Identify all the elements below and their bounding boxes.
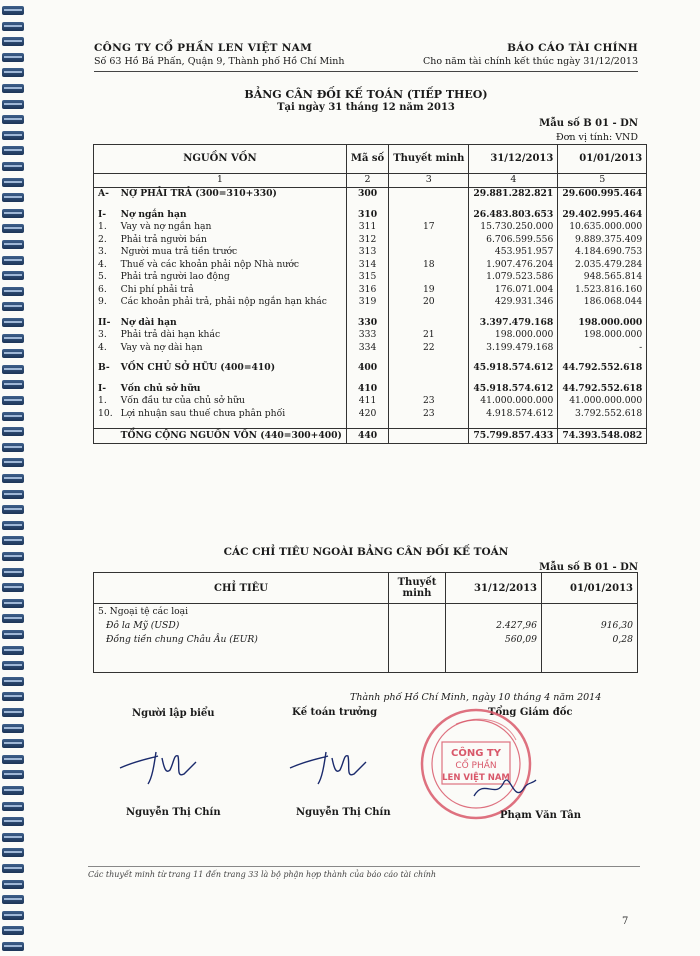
off-usd-label: Đô la Mỹ (USD) [106, 620, 180, 631]
row-value-2012: 198.000.000 [558, 329, 647, 342]
binding-ring [2, 209, 24, 218]
table-row [94, 362, 647, 375]
row-number: 3. [94, 246, 117, 259]
row-value-2012: 29.402.995.464 [558, 209, 647, 222]
binding-ring [2, 84, 24, 93]
binding-ring [2, 786, 24, 795]
off-item-label: 5. Ngoại tệ các loại [98, 606, 189, 617]
row-note: 21 [389, 329, 469, 342]
row-value-2012: 9.889.375.409 [558, 234, 647, 247]
report-period: Cho năm tài chính kết thúc ngày 31/12/2013 [422, 56, 638, 67]
row-number: 10. [94, 408, 117, 421]
binding-ring [2, 692, 24, 701]
page-title: BẢNG CÂN ĐỐI KẾ TOÁN (TIẾP THEO) [244, 88, 488, 101]
row-value-2012: 198.000.000 [558, 317, 647, 330]
off-2012-cell [542, 604, 638, 673]
spacer-row [94, 201, 647, 209]
report-name: BÁO CÁO TÀI CHÍNH [507, 42, 638, 54]
off-col-header-2012: 01/01/2013 [542, 573, 638, 604]
row-code: 410 [346, 383, 388, 396]
binding-ring [2, 412, 24, 421]
off-col-header-2013: 31/12/2013 [446, 573, 542, 604]
binding-ring [2, 240, 24, 249]
offbalance-form-number: Mẫu số B 01 - DN [539, 562, 638, 573]
binding-ring [2, 677, 24, 686]
col-header-code: Mã số [346, 145, 388, 174]
balance-sheet-table [93, 144, 647, 444]
binding-ring [2, 708, 24, 717]
row-value-2012: 3.792.552.618 [558, 408, 647, 421]
preparer-signature [118, 738, 198, 788]
binding-ring [2, 100, 24, 109]
accountant-title: Kế toán trưởng [292, 707, 378, 718]
row-value-2013: 453.951.957 [469, 246, 558, 259]
header-rule [94, 71, 638, 72]
row-label: Vốn chủ sở hữu [117, 383, 347, 396]
row-number: 4. [94, 342, 117, 355]
row-value-2013: 75.799.857.433 [469, 429, 558, 444]
binding-ring [2, 22, 24, 31]
off-eur-2012: 0,28 [612, 634, 633, 645]
off-2013-cell [446, 604, 542, 673]
index-cell: 5 [558, 174, 647, 188]
director-signature [470, 770, 540, 810]
binding-ring [2, 895, 24, 904]
offbalance-row [94, 604, 638, 673]
currency-unit: Đơn vị tính: VND [555, 132, 638, 143]
row-label: Nợ dài hạn [117, 317, 347, 330]
row-label: Vay và nợ dài hạn [117, 342, 347, 355]
row-code: 333 [346, 329, 388, 342]
off-col-header-item: CHỈ TIÊU [94, 573, 389, 604]
row-label: VỐN CHỦ SỞ HỮU (400=410) [117, 362, 347, 375]
company-name: CÔNG TY CỔ PHẦN LEN VIỆT NAM [94, 42, 312, 54]
svg-text:LEN VIỆT NAM: LEN VIỆT NAM [442, 773, 510, 783]
director-name: Phạm Văn Tân [500, 810, 582, 821]
row-note: 17 [389, 221, 469, 234]
spiral-binding [0, 0, 30, 956]
row-number [94, 429, 117, 444]
binding-ring [2, 302, 24, 311]
row-value-2012: 1.523.816.160 [558, 284, 647, 297]
row-value-2013: 45.918.574.612 [469, 383, 558, 396]
row-value-2012: 74.393.548.082 [558, 429, 647, 444]
binding-ring [2, 755, 24, 764]
binding-ring [2, 880, 24, 889]
col-header-source: NGUỒN VỐN [94, 145, 347, 174]
table-row [94, 209, 647, 222]
binding-ring [2, 646, 24, 655]
offbalance-table [93, 572, 638, 673]
spacer-row [94, 375, 647, 383]
row-value-2013: 29.881.282.821 [469, 188, 558, 201]
off-col-header-note: Thuyết minh [389, 573, 446, 604]
row-code: 319 [346, 296, 388, 309]
table-row [94, 395, 647, 408]
binding-ring [2, 630, 24, 639]
row-label: Nợ ngắn hạn [117, 209, 347, 222]
table-row [94, 221, 647, 234]
binding-ring [2, 224, 24, 233]
row-value-2012: - [558, 342, 647, 355]
row-code: 411 [346, 395, 388, 408]
row-note [389, 317, 469, 330]
off-note-cell [389, 604, 446, 673]
off-item-cell [94, 604, 389, 673]
binding-ring [2, 6, 24, 15]
page-subtitle: Tại ngày 31 tháng 12 năm 2013 [277, 102, 455, 113]
binding-ring [2, 427, 24, 436]
binding-ring [2, 68, 24, 77]
company-address: Số 63 Hồ Bá Phấn, Quận 9, Thành phố Hồ Chí Minh [94, 56, 345, 67]
binding-ring [2, 474, 24, 483]
spacer-row [94, 354, 647, 362]
svg-text:CÔNG TY: CÔNG TY [451, 748, 501, 759]
row-label: Người mua trả tiền trước [117, 246, 347, 259]
row-label: Lợi nhuận sau thuế chưa phân phối [117, 408, 347, 421]
offbalance-title: CÁC CHỈ TIÊU NGOÀI BẢNG CÂN ĐỐI KẾ TOÁN [223, 546, 509, 558]
row-number: 6. [94, 284, 117, 297]
row-label: Thuế và các khoản phải nộp Nhà nước [117, 259, 347, 272]
binding-ring [2, 536, 24, 545]
row-code: 312 [346, 234, 388, 247]
row-code: 316 [346, 284, 388, 297]
binding-ring [2, 926, 24, 935]
row-value-2013: 429.931.346 [469, 296, 558, 309]
footer-note: Các thuyết minh từ trang 11 đến trang 33 là bộ phận hợp thành của báo cáo tài chính [88, 866, 640, 879]
col-header-2012: 01/01/2013 [558, 145, 647, 174]
row-code: 313 [346, 246, 388, 259]
offbalance-header-row [94, 573, 638, 604]
row-number: I- [94, 209, 117, 222]
index-cell: 2 [346, 174, 388, 188]
row-code: 311 [346, 221, 388, 234]
binding-ring [2, 396, 24, 405]
row-value-2013: 3.199.479.168 [469, 342, 558, 355]
binding-ring [2, 583, 24, 592]
table-row [94, 271, 647, 284]
binding-ring [2, 193, 24, 202]
table-row [94, 188, 647, 201]
index-cell: 4 [469, 174, 558, 188]
binding-ring [2, 334, 24, 343]
binding-ring [2, 146, 24, 155]
off-eur-label: Đồng tiền chung Châu Âu (EUR) [106, 634, 258, 645]
binding-ring [2, 661, 24, 670]
row-code: 400 [346, 362, 388, 375]
header-left [94, 42, 344, 68]
row-value-2013: 1.079.523.586 [469, 271, 558, 284]
row-note: 22 [389, 342, 469, 355]
binding-ring [2, 349, 24, 358]
table-row [94, 284, 647, 297]
row-code: 310 [346, 209, 388, 222]
binding-ring [2, 864, 24, 873]
row-code: 314 [346, 259, 388, 272]
binding-ring [2, 724, 24, 733]
row-value-2013: 3.397.479.168 [469, 317, 558, 330]
binding-ring [2, 848, 24, 857]
place-date: Thành phố Hồ Chí Minh, ngày 10 tháng 4 năm 2014 [350, 692, 602, 703]
row-value-2012: 4.184.690.753 [558, 246, 647, 259]
row-note: 18 [389, 259, 469, 272]
row-number: 1. [94, 395, 117, 408]
page-number: 7 [622, 916, 629, 927]
header-right [423, 42, 638, 68]
off-usd-2012: 916,30 [600, 620, 633, 631]
row-value-2013: 15.730.250.000 [469, 221, 558, 234]
table-row [94, 383, 647, 396]
row-value-2012: 44.792.552.618 [558, 383, 647, 396]
director-title: Tổng Giám đốc [488, 707, 573, 718]
binding-ring [2, 115, 24, 124]
row-code: 315 [346, 271, 388, 284]
row-number: 3. [94, 329, 117, 342]
col-header-2013: 31/12/2013 [469, 145, 558, 174]
table-row [94, 296, 647, 309]
binding-ring [2, 287, 24, 296]
form-number: Mẫu số B 01 - DN [539, 118, 638, 129]
binding-ring [2, 552, 24, 561]
table-index-row [94, 174, 647, 188]
row-code: 440 [346, 429, 388, 444]
accountant-name: Nguyễn Thị Chín [296, 807, 391, 818]
col-header-note: Thuyết minh [389, 145, 469, 174]
row-note [389, 429, 469, 444]
row-value-2013: 198.000.000 [469, 329, 558, 342]
spacer-row [94, 420, 647, 429]
table-header-row [94, 145, 647, 174]
row-note [389, 188, 469, 201]
row-value-2012: 2.035.479.284 [558, 259, 647, 272]
binding-ring [2, 942, 24, 951]
index-cell: 3 [389, 174, 469, 188]
row-value-2013: 1.907.476.204 [469, 259, 558, 272]
row-label: Phải trả người bán [117, 234, 347, 247]
table-row [94, 259, 647, 272]
binding-ring [2, 271, 24, 280]
row-label: TỔNG CỘNG NGUỒN VỐN (440=300+400) [117, 429, 347, 444]
row-value-2012: 41.000.000.000 [558, 395, 647, 408]
off-usd-2013: 2.427,96 [496, 620, 537, 631]
off-eur-2013: 560,09 [504, 634, 537, 645]
binding-ring [2, 599, 24, 608]
row-label: Phải trả dài hạn khác [117, 329, 347, 342]
row-code: 330 [346, 317, 388, 330]
accountant-signature [288, 738, 368, 788]
row-value-2013: 45.918.574.612 [469, 362, 558, 375]
binding-ring [2, 53, 24, 62]
binding-ring [2, 490, 24, 499]
row-note [389, 234, 469, 247]
binding-ring [2, 178, 24, 187]
table-row [94, 342, 647, 355]
row-number: II- [94, 317, 117, 330]
row-value-2012: 29.600.995.464 [558, 188, 647, 201]
row-note [389, 383, 469, 396]
balance-sheet-body [94, 188, 647, 444]
row-code: 300 [346, 188, 388, 201]
table-row [94, 429, 647, 444]
row-number: A- [94, 188, 117, 201]
binding-ring [2, 802, 24, 811]
binding-ring [2, 365, 24, 374]
row-label: NỢ PHẢI TRẢ (300=310+330) [117, 188, 347, 201]
binding-ring [2, 458, 24, 467]
row-code: 420 [346, 408, 388, 421]
row-note: 20 [389, 296, 469, 309]
binding-ring [2, 37, 24, 46]
binding-ring [2, 256, 24, 265]
row-value-2012: 186.068.044 [558, 296, 647, 309]
row-label: Vốn đầu tư của chủ sở hữu [117, 395, 347, 408]
row-value-2013: 4.918.574.612 [469, 408, 558, 421]
row-note [389, 271, 469, 284]
row-number: B- [94, 362, 117, 375]
binding-ring [2, 380, 24, 389]
row-number: 1. [94, 221, 117, 234]
binding-ring [2, 131, 24, 140]
binding-ring [2, 911, 24, 920]
row-note [389, 362, 469, 375]
row-note [389, 246, 469, 259]
preparer-name: Nguyễn Thị Chín [126, 807, 221, 818]
svg-text:CỔ PHẦN: CỔ PHẦN [455, 761, 497, 771]
table-row [94, 246, 647, 259]
table-row [94, 408, 647, 421]
binding-ring [2, 568, 24, 577]
table-row [94, 317, 647, 330]
row-value-2012: 44.792.552.618 [558, 362, 647, 375]
row-value-2013: 41.000.000.000 [469, 395, 558, 408]
row-note: 19 [389, 284, 469, 297]
row-label: Phải trả người lao động [117, 271, 347, 284]
row-code: 334 [346, 342, 388, 355]
table-row [94, 329, 647, 342]
row-value-2013: 176.071.004 [469, 284, 558, 297]
index-cell: 1 [94, 174, 347, 188]
row-number: 9. [94, 296, 117, 309]
row-label: Các khoản phải trả, phải nộp ngắn hạn khác [117, 296, 347, 309]
binding-ring [2, 318, 24, 327]
binding-ring [2, 505, 24, 514]
row-number: 4. [94, 259, 117, 272]
row-note: 23 [389, 395, 469, 408]
binding-ring [2, 614, 24, 623]
binding-ring [2, 739, 24, 748]
row-value-2012: 948.565.814 [558, 271, 647, 284]
row-note: 23 [389, 408, 469, 421]
row-value-2012: 10.635.000.000 [558, 221, 647, 234]
binding-ring [2, 162, 24, 171]
binding-ring [2, 443, 24, 452]
binding-ring [2, 833, 24, 842]
row-number: I- [94, 383, 117, 396]
row-value-2013: 26.483.803.653 [469, 209, 558, 222]
row-label: Vay và nợ ngắn hạn [117, 221, 347, 234]
spacer-row [94, 309, 647, 317]
binding-ring [2, 817, 24, 826]
row-label: Chi phí phải trả [117, 284, 347, 297]
row-note [389, 209, 469, 222]
row-number: 2. [94, 234, 117, 247]
binding-ring [2, 770, 24, 779]
row-number: 5. [94, 271, 117, 284]
row-value-2013: 6.706.599.556 [469, 234, 558, 247]
binding-ring [2, 521, 24, 530]
table-row [94, 234, 647, 247]
preparer-title: Người lập biểu [132, 708, 215, 719]
